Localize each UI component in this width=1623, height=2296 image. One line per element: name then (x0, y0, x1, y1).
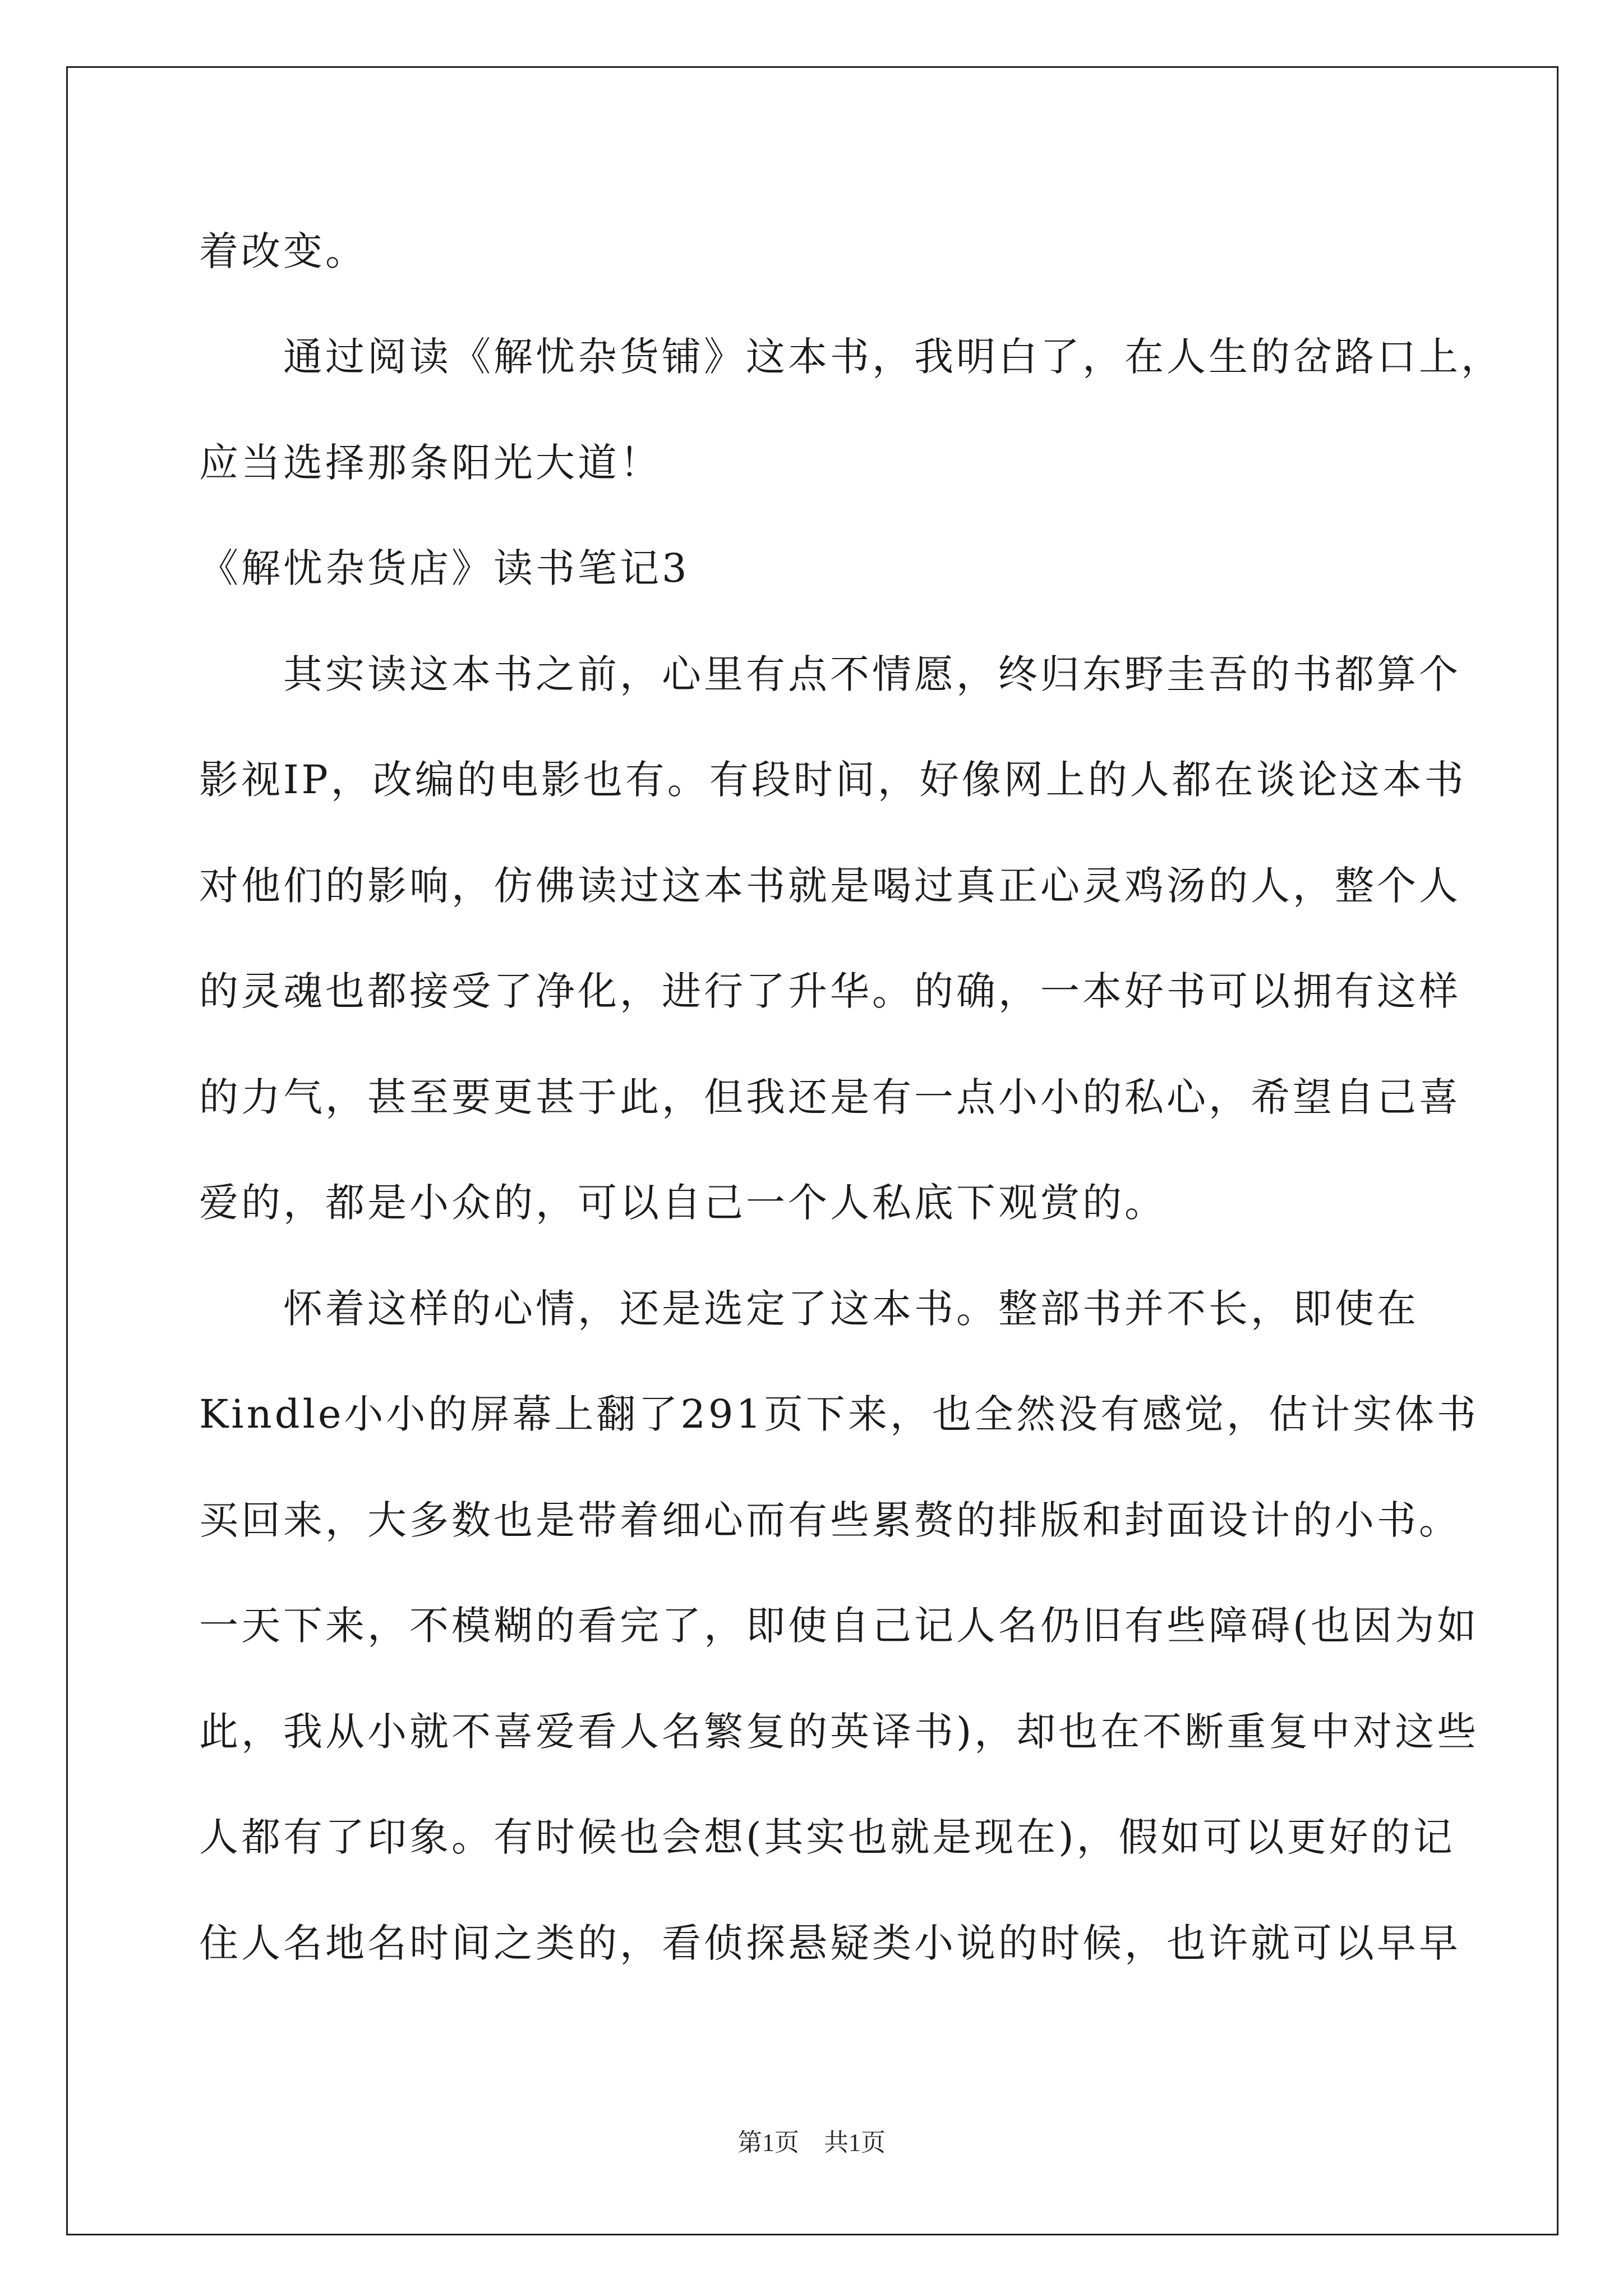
text-line: 着改变。 (199, 228, 367, 274)
text-line: 的力气，甚至要更甚于此，但我还是有一点小小的私心，希望自己喜 (199, 1074, 1461, 1120)
paragraph-first-line: 其实读这本书之前，心里有点不情愿，终归东野圭吾的书都算个 (283, 651, 1461, 697)
paragraph-first-line: 怀着这样的心情，还是选定了这本书。整部书并不长，即使在 (283, 1286, 1419, 1332)
text-line: Kindle小小的屏幕上翻了291页下来，也全然没有感觉，估计实体书 (199, 1391, 1479, 1437)
text-line: 买回来，大多数也是带着细心而有些累赘的排版和封面设计的小书。 (199, 1497, 1461, 1543)
text-line: 应当选择那条阳光大道！ (199, 440, 662, 486)
text-line: 此，我从小就不喜爱看人名繁复的英译书)，却也在不断重复中对这些 (199, 1709, 1479, 1755)
page-border (66, 66, 1559, 2235)
page-number-footer: 第1页 共1页 (737, 2129, 886, 2156)
text-line: 人都有了印象。有时候也会想(其实也就是现在)，假如可以更好的记 (199, 1814, 1455, 1860)
text-line: 爱的，都是小众的，可以自己一个人私底下观赏的。 (199, 1180, 1166, 1226)
text-line: 的灵魂也都接受了净化，进行了升华。的确，一本好书可以拥有这样 (199, 968, 1461, 1014)
paragraph-first-line: 通过阅读《解忧杂货铺》这本书，我明白了，在人生的岔路口上， (283, 334, 1503, 380)
text-line: 对他们的影响，仿佛读过这本书就是喝过真正心灵鸡汤的人，整个人 (199, 863, 1461, 909)
text-line: 影视IP，改编的电影也有。有段时间，好像网上的人都在谈论这本书 (199, 757, 1467, 803)
text-line: 住人名地名时间之类的，看侦探悬疑类小说的时候，也许就可以早早 (199, 1920, 1461, 1966)
section-heading: 《解忧杂货店》读书笔记3 (199, 545, 690, 591)
text-line: 一天下来，不模糊的看完了，即使自己记人名仍旧有些障碍(也因为如 (199, 1603, 1479, 1649)
